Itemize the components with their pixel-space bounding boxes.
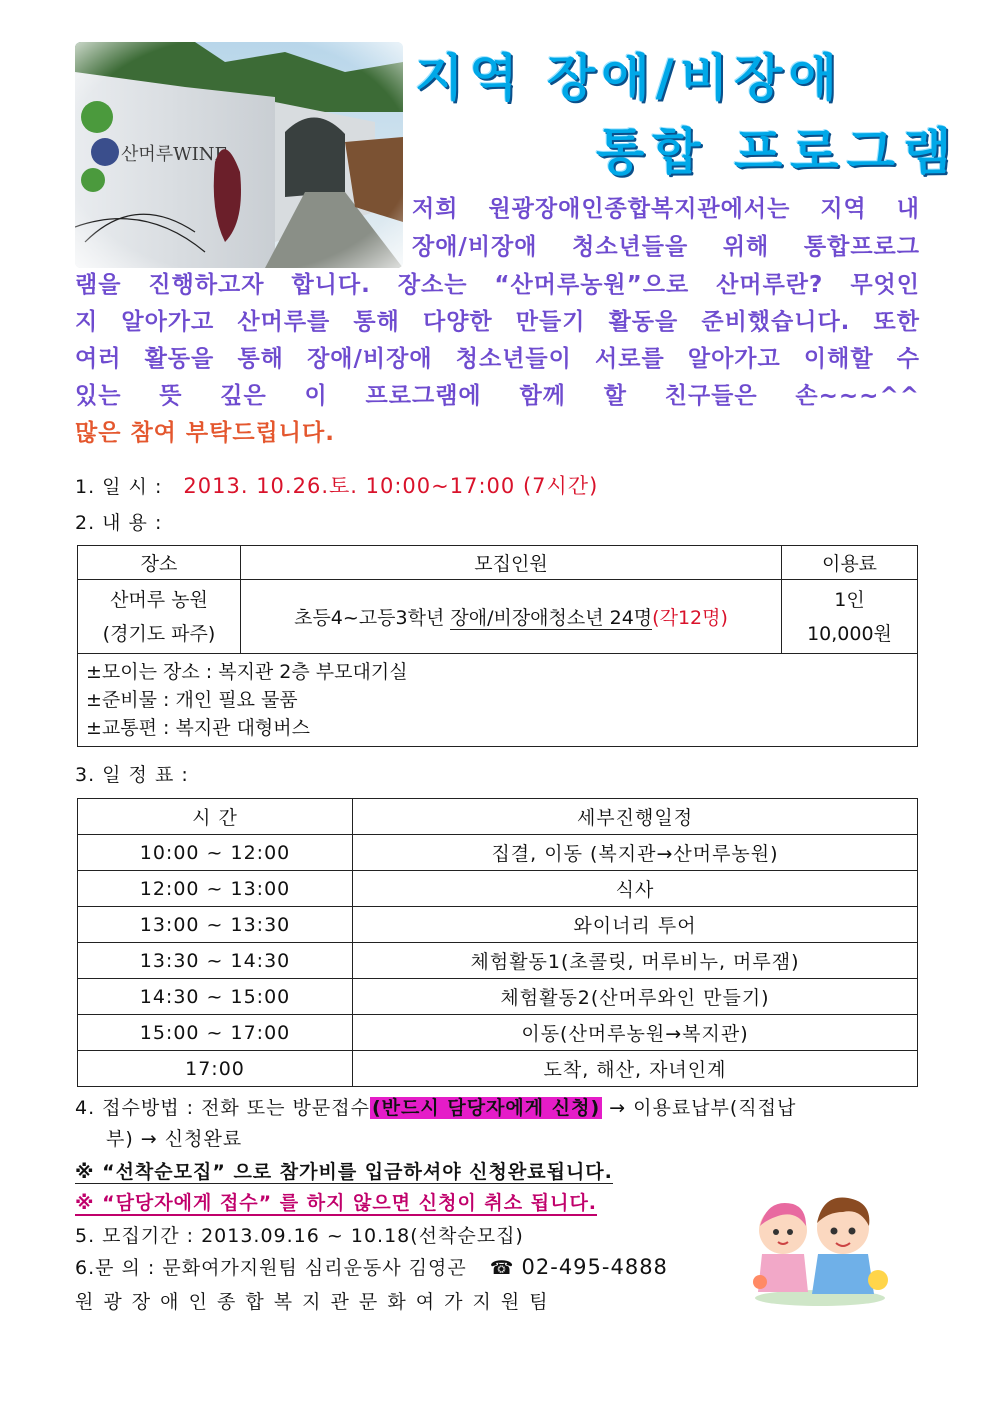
intro-line4: 지 알아가고 산머루를 통해 다양한 만들기 활동을 준비했습니다. 또한 — [75, 309, 920, 335]
contact-label: 6.문 의 : 문화여가지원팀 심리운동사 김영곤 — [75, 1257, 467, 1279]
schedule-detail: 이동(산머루농원→복지관) — [353, 1015, 918, 1051]
section-date-value: 2013. 10.26.토. 10:00~17:00 (7시간) — [183, 474, 599, 498]
section-schedule-label: 3. 일 정 표 : — [75, 764, 189, 786]
intro-line5: 여러 활동을 통해 장애/비장애 청소년들이 서로를 알아가고 이해할 수 — [75, 346, 920, 372]
schedule-detail: 와이너리 투어 — [353, 907, 918, 943]
table-row — [78, 1051, 918, 1087]
program-info-table — [77, 545, 918, 747]
registration-line2: 부) → 신청완료 — [106, 1128, 243, 1150]
schedule-detail: 체험활동2(산머루와인 만들기) — [353, 979, 918, 1015]
schedule-time: 13:00 ~ 13:30 — [78, 907, 353, 943]
header-recruit: 모집인원 — [241, 546, 782, 580]
contact-phone: 02-495-4888 — [521, 1255, 668, 1279]
schedule-time: 13:30 ~ 14:30 — [78, 943, 353, 979]
section-content-label: 2. 내 용 : — [75, 512, 163, 534]
fee-line2: 10,000원 — [807, 622, 892, 645]
place-line2: (경기도 파주) — [102, 622, 216, 645]
recruit-underlined: 장애/비장애청소년 24명 — [450, 607, 653, 629]
note-transport: ±교통편 : 복지관 대형버스 — [86, 717, 310, 739]
section-date-label: 1. 일 시 : — [75, 476, 163, 498]
kids-illustration — [748, 1168, 893, 1308]
table-row — [78, 1015, 918, 1051]
note-meeting-place: ±모이는 장소 : 복지관 2층 부모대기실 — [86, 661, 408, 683]
schedule-time: 15:00 ~ 17:00 — [78, 1015, 353, 1051]
registration-prefix: 4. 접수방법 : 전화 또는 방문접수 — [75, 1097, 370, 1119]
fee-line1: 1인 — [834, 588, 865, 611]
section-contact — [75, 1253, 668, 1280]
schedule-detail: 체험활동1(초콜릿, 머루비누, 머루잼) — [353, 943, 918, 979]
section-period: 5. 모집기간 : 2013.09.16 ~ 10.18(선착순모집) — [75, 1225, 524, 1247]
intro-line3: 램을 진행하고자 합니다. 장소는 “산머루농원”으로 산머루란? 무엇인 — [75, 272, 920, 298]
notice-cancel — [75, 1188, 597, 1215]
table-row — [78, 835, 918, 871]
cell-place — [78, 580, 241, 654]
phone-icon: ☎ — [489, 1257, 515, 1279]
table-row — [78, 907, 918, 943]
section-registration — [75, 1093, 796, 1120]
notice-first-come-text: ※ “선착순모집” 으로 참가비를 입금하셔야 신청완료됩니다. — [75, 1161, 613, 1183]
table-row — [78, 943, 918, 979]
section-date — [75, 470, 598, 500]
table-row — [78, 871, 918, 907]
schedule-table — [77, 798, 918, 1087]
cell-fee — [782, 580, 918, 654]
schedule-detail: 집결, 이동 (복지관→산머루농원) — [353, 835, 918, 871]
schedule-header-detail: 세부진행일정 — [353, 799, 918, 835]
cell-recruit — [241, 580, 782, 654]
schedule-header-time: 시 간 — [78, 799, 353, 835]
schedule-detail: 식사 — [353, 871, 918, 907]
table-row — [78, 979, 918, 1015]
schedule-time: 17:00 — [78, 1051, 353, 1087]
note-supplies: ±준비물 : 개인 필요 물품 — [86, 689, 298, 711]
title-line1: 지역 장애/비장애 — [415, 49, 843, 107]
schedule-time: 10:00 ~ 12:00 — [78, 835, 353, 871]
recruit-suffix: (각12명) — [652, 607, 728, 629]
intro-call-to-action: 많은 참여 부탁드립니다. — [75, 420, 335, 446]
intro-line6: 있는 뜻 깊은 이 프로그램에 함께 할 친구들은 손~~~^^ — [75, 383, 920, 409]
registration-suffix: → 이용료납부(직접납 — [602, 1097, 797, 1119]
recruit-prefix: 초등4~고등3학년 — [294, 607, 451, 629]
title-line2: 통합 프로그램 — [596, 123, 960, 181]
intro-line1: 저희 원광장애인종합복지관에서는 지역 내 — [412, 196, 920, 222]
schedule-detail: 도착, 해산, 자녀인계 — [353, 1051, 918, 1087]
registration-highlight: (반드시 담당자에게 신청) — [371, 1097, 601, 1119]
place-line1: 산머루 농원 — [110, 588, 208, 611]
notice-cancel-text: ※ “담당자에게 접수” 를 하지 않으면 신청이 취소 됩니다. — [75, 1192, 598, 1214]
schedule-time: 14:30 ~ 15:00 — [78, 979, 353, 1015]
header-fee: 이용료 — [782, 546, 918, 580]
cell-notes — [78, 654, 918, 747]
header-place: 장소 — [78, 546, 241, 580]
vineyard-photo — [75, 42, 403, 268]
schedule-time: 12:00 ~ 13:00 — [78, 871, 353, 907]
notice-first-come — [75, 1157, 613, 1184]
footer-organization: 원 광 장 애 인 종 합 복 지 관 문 화 여 가 지 원 팀 — [75, 1291, 550, 1313]
intro-line2: 장애/비장애 청소년들을 위해 통합프로그 — [412, 234, 920, 260]
